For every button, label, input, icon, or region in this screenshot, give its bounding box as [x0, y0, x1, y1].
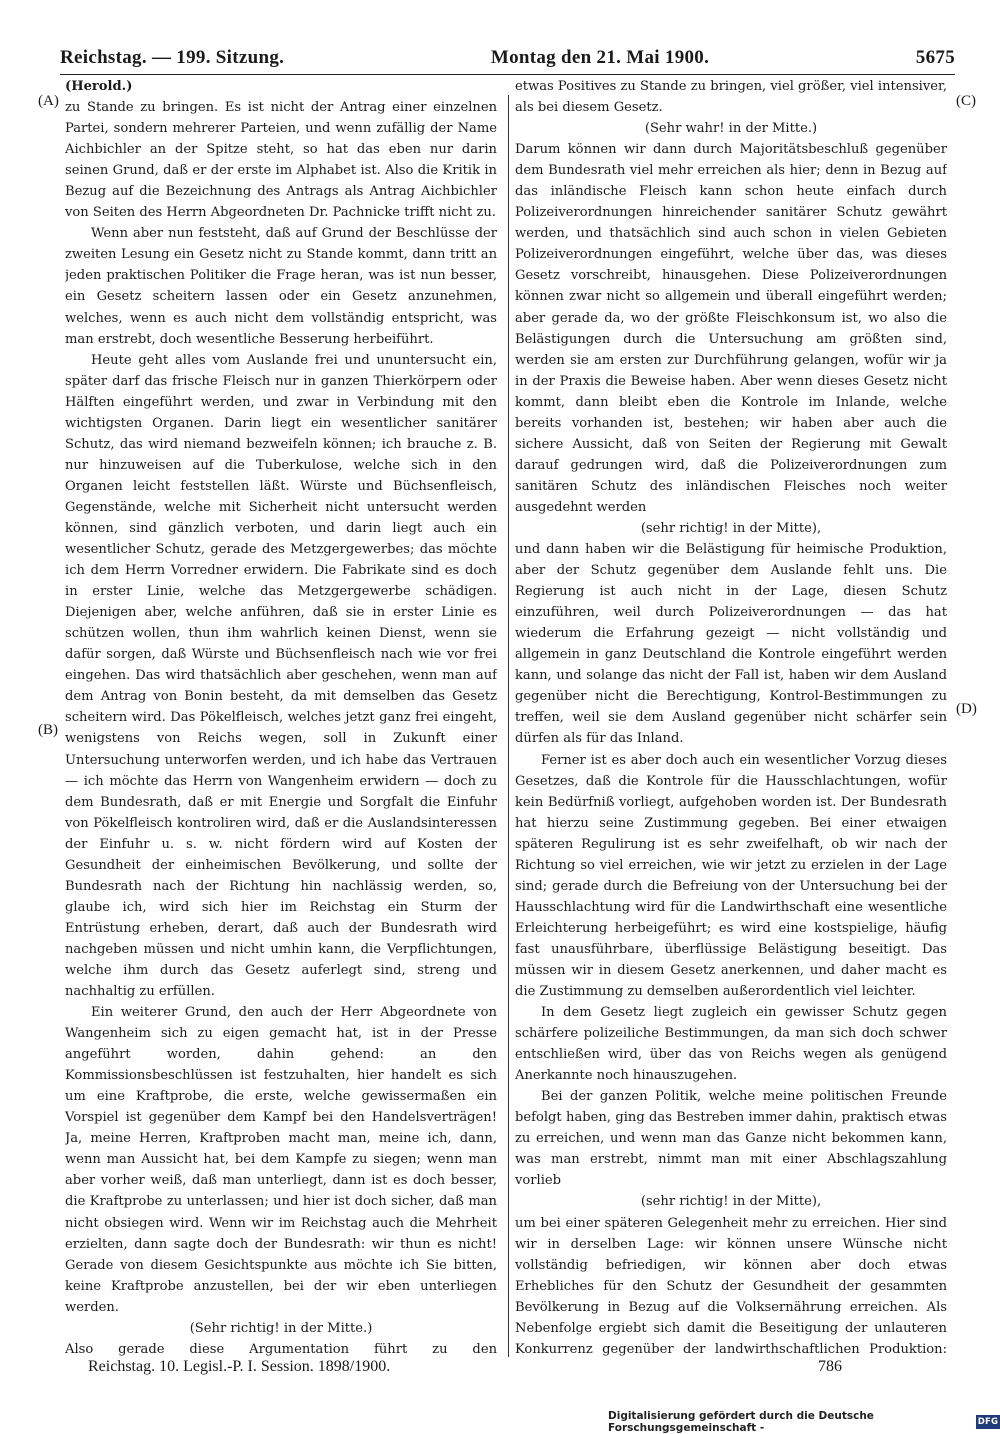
right-column-paragraph: (sehr richtig! in der Mitte),	[640, 520, 822, 536]
margin-marker-b: (B)	[38, 722, 58, 738]
left-column-paragraph: zu Stande zu bringen. Es ist nicht der Antrag einer einzelnen Partei, sondern mehrerer Parteien, und wenn zufällig der Name Aichbichler an der Spitze steht, so hat das eben nur darin seinen Grund, daß er der erste im Alphabet ist. Also die Kritik in Bezug auf die Bezeichnung des Antrags als Antrag Aichbichler von Seiten des Herrn Abgeordneten Dr. Pachnicke trifft nicht zu.	[65, 100, 497, 221]
left-column-paragraph: Wenn aber nun feststeht, daß auf Grund der Beschlüsse der zweiten Lesung ein Gesetz nicht zu Stande kommt, dann tritt an jeden praktischen Politiker die Frage heran, was ist nun besser, ein Gesetz scheitern lassen oder ein Gesetz anzunehmen, welches, wenn es auch nicht dem vollständig entspricht, was man erstrebt, doch wesentliche Besserung herbeiführt.	[65, 226, 497, 347]
footer-session-info: Reichstag. 10. Legisl.-P. I. Session. 1898/1900.	[88, 1358, 391, 1375]
page-number: 5675	[915, 47, 955, 68]
header-date: Montag den 21. Mai 1900.	[490, 47, 710, 68]
right-column-paragraph: Darum können wir dann durch Majoritätsbeschluß gegenüber dem Bundesrath viel mehr erreichen als hier; denn in Bezug auf das inländische Fleisch kann schon heute einfach durch Polizeiverordnungen hinreichender sanitärer Schutz gewährt werden, und thatsächlich sind auch schon in vielen Gebieten Polizeiverordnungen eingeführt, welche über das, was dieses Gesetz vorschreibt, hinausgehen. Diese Polizeiverordnungen können zwar nicht so allgemein und überall eingeführt werden; aber gerade da, wo der größte Fleischkonsum ist, wo also die Belästigungen durch die Untersuchung am größten sind, werden sie am ersten zur Durchführung gelangen, wofür wir ja in der Praxis die Beweise haben. Aber wenn dieses Gesetz nicht kommt, dann bleibt eben die Kontrole im Inlande, welche bereits vorhanden ist, bestehen; wir haben aber auch die sichere Aussicht, daß von Seiten der Regierung mit Gewalt darauf gedrungen wird, daß die Polizeiverordnungen zum sanitären Schutz des inländischen Fleisches noch weiter ausgedehnt werden	[515, 142, 947, 515]
right-column-paragraph: Bei der ganzen Politik, welche meine politischen Freunde befolgt haben, ging das Bestreben immer dahin, praktisch etwas zu erreichen, und wenn man das Ganze nicht bekommen kann, was man erstrebt, nimmt man mit einer Abschlagszahlung vorlieb	[515, 1089, 947, 1189]
left-column-paragraph: Ein weiterer Grund, den auch der Herr Abgeordnete von Wangenheim sich zu eigen gemacht hat, ist in der Presse angeführt worden, dahin gehend: an den Kommissionsbeschlüssen ist festzuhalten, hier handelt es sich um eine Kraftprobe, die erste, welche gewissermaßen ein Vorspiel ist gegenüber dem Kampf bei den Handelsverträgen! Ja, meine Herren, Kraftproben macht man, meine ich, dann, wenn man Aussicht hat, bei dem Kampfe zu siegen; wenn man aber vorher weiß, daß man unterliegt, dann ist es doch besser, die Kraftprobe zu unterlassen; und hier ist doch sicher, daß man nicht obsiegen wird. Wenn wir im Reichstag auch die Mehrheit erzielten, dann sagte doch der Bundesrath: wir thun es nicht! Gerade von diesem Gesichtspunkte aus möchte ich Sie bitten, keine Kraftprobe anzustellen, bei der wir eben unterliegen werden.	[65, 1005, 497, 1315]
running-header	[60, 47, 955, 71]
left-column	[65, 76, 497, 1358]
right-column-paragraph: (sehr richtig! in der Mitte),	[640, 1194, 822, 1210]
right-column-paragraph: um bei einer späteren Gelegenheit mehr zu erreichen. Hier sind wir in derselben Lage: wir können unsere Wünsche nicht vollständig befriedigen, wir können aber doch etwas Erhebliches für den Schutz der Gesundheit der gesammten Bevölkerung in Bezug auf die Volksernährung erreichen. Als Nebenfolge ergiebt sich damit die Beseitigung der unlauteren Konkurrenz gegenüber der landwirthschaftlichen Produktion:	[515, 1215, 947, 1357]
column-divider	[508, 95, 509, 1357]
digitization-credit	[608, 1410, 1000, 1434]
right-column-paragraph: und dann haben wir die Belästigung für heimische Produktion, aber der Schutz gegenüber dem Auslande fehlt uns. Die Regierung ist auch nicht in der Lage, diesen Schutz einzuführen, weil durch Polizeiverordnungen — das hat wiederum die Erfahrung gezeigt — nicht vollständig und allgemein in ganz Deutschland die Kontrole eingeführt werden kann, und solange das nicht der Fall ist, haben wir dem Ausland gegenüber nicht die Berechtigung, Kontrol-Bestimmungen zu treffen, weil sie dem Ausland gegenüber nicht schärfer sein dürfen als für das Inland.	[515, 542, 947, 747]
right-column	[515, 76, 947, 1358]
left-column-paragraph: Also gerade diese Argumentation führt zu den	[65, 1341, 497, 1357]
margin-marker-d: (D)	[956, 701, 977, 717]
header-rule	[60, 74, 955, 75]
left-column-paragraph: (Herold.)	[65, 79, 133, 94]
right-column-paragraph: etwas Positives zu Stande zu bringen, viel größer, viel intensiver, als bei diesem Gesetz.	[515, 79, 947, 116]
right-column-paragraph: In dem Gesetz liegt zugleich ein gewisser Schutz gegen schärfere polizeiliche Bestimmungen, da man sich doch schwer entschließen wird, über das von Reichs wegen als genügend Anerkannte noch hinauszugehen.	[515, 1005, 947, 1084]
dfg-logo-icon: DFG	[977, 1417, 999, 1427]
left-column-paragraph: (Sehr richtig! in der Mitte.)	[189, 1320, 373, 1336]
margin-marker-c: (C)	[956, 93, 976, 109]
left-column-paragraph: Heute geht alles vom Auslande frei und ununtersucht ein, später darf das frische Fleisch nur in ganzen Thierkörpern oder Hälften eingeführt werden, und zwar in Verbindung mit den wichtigsten Organen. Darin liegt ein wesentlicher sanitärer Schutz, das wird niemand bezweifeln können; ich brauche z. B. nur hinzuweisen auf die Tuberkulose, welche sich in den Organen leicht feststellen läßt. Würste und Büchsenfleisch, Gegenstände, welche mit Sicherheit nicht untersucht werden können, sind gänzlich verboten, und darin liegt auch ein wesentlicher Schutz, gerade des Metzgergewerbes; das möchte ich dem Herrn Vorredner erwidern. Die Fabrikate sind es doch in erster Linie, welche das Metzgergewerbe schädigen. Diejenigen aber, welche anführen, daß sie in erster Linie es schützen wollen, thun ihm wahrlich keinen Dienst, wenn sie dafür sorgen, daß Würste und Büchsenfleisch nach wie vor frei eingehen. Das wird thatsächlich aber geschehen, wenn man auf dem Antrag von Bonin besteht, da mit demselben das Gesetz scheitern wird. Das Pökelfleisch, welches jetzt ganz frei eingeht, wenigstens von Reichs wegen, soll in Zukunft einer Untersuchung unterworfen werden, und ich habe das Vertrauen — ich möchte das Herrn von Wangenheim erwidern — doch zu dem Bundesrath, daß er mit Energie und Sorgfalt die Einfuhr von Pökelfleisch kontroliren wird, daß er die Auslandsinteressen der Einfuhr u. s. w. nicht fördern wird auf Kosten der Gesundheit der einheimischen Bevölkerung, und sollte der Bundesrath nach der Richtung hin nachlässig werden, so, glaube ich, wird sich hier im Reichstag ein Sturm der Entrüstung erheben, derart, daß auch der Bundesrath wird nachgeben müssen und nicht umhin kann, die Verpflichtungen, welche ihm durch das Gesetz auferlegt sind, streng und nachhaltig zu erfüllen.	[65, 352, 497, 1000]
credit-text: Digitalisierung gefördert durch die Deutsche Forschungsgemeinschaft -	[608, 1410, 874, 1434]
footer-sheet-number: 786	[818, 1358, 842, 1375]
margin-marker-a: (A)	[38, 93, 59, 109]
header-left: Reichstag. — 199. Sitzung.	[60, 47, 285, 68]
right-column-paragraph: Ferner ist es aber doch auch ein wesentlicher Vorzug dieses Gesetzes, daß die Kontrole für die Hausschlachtungen, wofür kein Bedürfniß vorliegt, aufgehoben worden ist. Der Bundesrath hat hierzu seine Zustimmung gegeben. Bei einer etwaigen späteren Regulirung ist es sehr zweifelhaft, ob wir nach der Richtung so viel erreichen, wie wir jetzt zu erzielen in der Lage sind; gerade durch die Befreiung von der Untersuchung bei der Hausschlachtung wird für die Landwirthschaft eine wesentliche Erleichterung herbeigeführt; es wird eine kostspielige, häufig fast unausführbare, überflüssige Belästigung beseitigt. Das müssen wir in diesem Gesetz anerkennen, und daher macht es die Zustimmung zu demselben außerordentlich viel leichter.	[515, 752, 947, 1000]
right-column-paragraph: (Sehr wahr! in der Mitte.)	[644, 121, 818, 137]
